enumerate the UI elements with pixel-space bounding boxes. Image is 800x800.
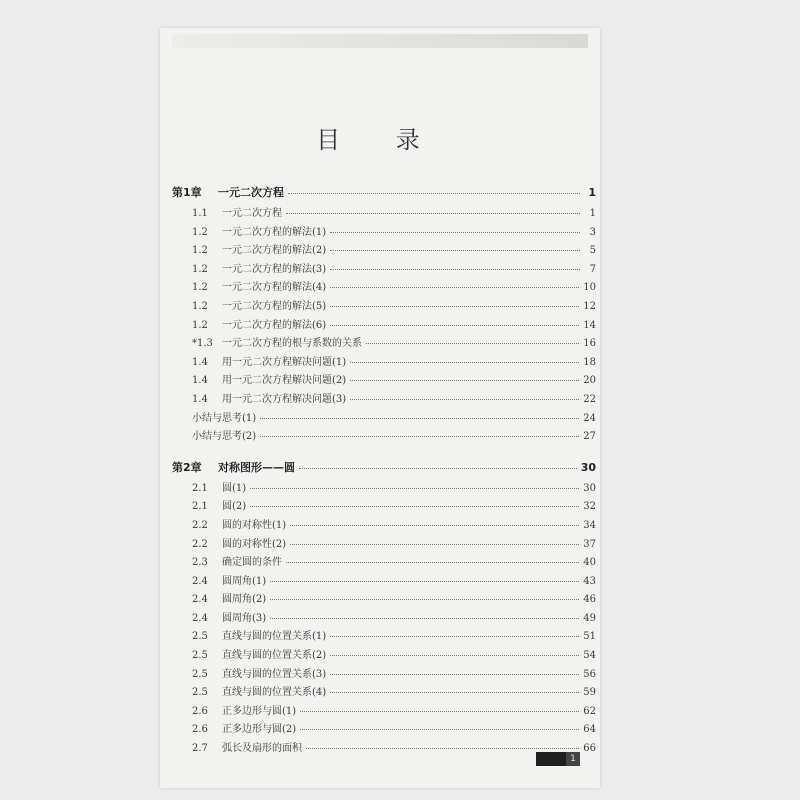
toc-entry-number: 2.2 <box>192 519 208 531</box>
toc-entry-row[interactable] <box>172 651 596 670</box>
toc-leader-dots <box>286 213 580 214</box>
toc-page-number: 46 <box>583 594 596 606</box>
toc-leader-dots <box>290 525 579 526</box>
toc-entry-row[interactable] <box>172 246 596 265</box>
toc-entry-number: 2.6 <box>192 705 208 717</box>
toc-entry-row[interactable] <box>172 283 596 302</box>
toc-entry-number: 2.4 <box>192 575 208 587</box>
toc-entry-title: 直线与圆的位置关系(2) <box>222 650 327 662</box>
toc-page-number: 37 <box>583 538 596 550</box>
toc-entry-number: 2.2 <box>192 538 208 550</box>
toc-entry-title: 一元二次方程的解法(6) <box>222 319 327 331</box>
toc-entry-number: 2.5 <box>192 631 208 643</box>
toc-entry-row[interactable] <box>172 358 596 377</box>
toc-entry-number: 2.1 <box>192 482 208 494</box>
toc-leader-dots <box>290 544 579 545</box>
toc-leader-dots <box>250 488 579 489</box>
toc-leader-dots <box>330 287 579 288</box>
toc-leader-dots <box>350 380 579 381</box>
toc-entry-row[interactable] <box>172 632 596 651</box>
toc-page-number: 1 <box>589 208 596 219</box>
toc-leader-dots <box>330 692 579 693</box>
toc-entry-row[interactable] <box>172 725 596 744</box>
toc-summary-row[interactable] <box>172 432 596 451</box>
toc-page-number: 40 <box>583 557 596 569</box>
toc-entry-row[interactable] <box>172 688 596 707</box>
toc-entry-row[interactable] <box>172 540 596 559</box>
toc-entry-row[interactable] <box>172 302 596 321</box>
toc-page-number: 49 <box>583 612 596 624</box>
toc-leader-dots <box>330 250 580 251</box>
toc-entry-title: 用一元二次方程解决问题(3) <box>222 393 347 405</box>
toc-entry-title: 一元二次方程 <box>218 186 284 199</box>
toc-page-number: 43 <box>583 575 596 587</box>
toc-page-number: 12 <box>583 300 596 312</box>
toc-entry-title: 小结与思考(1) <box>192 412 257 424</box>
toc-entry-row[interactable] <box>172 614 596 633</box>
folio-bar <box>536 752 566 766</box>
toc-entry-number: 2.5 <box>192 668 208 680</box>
toc-entry-row[interactable] <box>172 376 596 395</box>
toc-entry-title: 一元二次方程的解法(3) <box>222 263 327 275</box>
toc-entry-title: 对称图形——圆 <box>218 460 295 474</box>
toc-entry-number: 1.4 <box>192 393 208 405</box>
toc-entry-number: 1.4 <box>192 375 208 387</box>
toc-entry-number: *1.3 <box>192 338 213 350</box>
toc-page-number: 66 <box>583 743 596 755</box>
toc-page-number: 62 <box>583 705 596 717</box>
toc-page-number: 30 <box>583 482 596 494</box>
toc-entry-row[interactable] <box>172 484 596 503</box>
folio-number: 1 <box>566 752 580 766</box>
toc-entry-title: 一元二次方程的解法(2) <box>222 245 327 257</box>
toc-chapter-row[interactable] <box>172 460 596 484</box>
toc-entry-row[interactable] <box>172 265 596 284</box>
toc-leader-dots <box>300 729 579 730</box>
toc-page-number: 5 <box>589 245 596 257</box>
toc-leader-dots <box>286 562 579 563</box>
toc-entry-row[interactable] <box>172 502 596 521</box>
toc-leader-dots <box>350 362 579 363</box>
toc-entry-row[interactable] <box>172 321 596 340</box>
toc-entry-row[interactable] <box>172 670 596 689</box>
toc-leader-dots <box>299 468 577 469</box>
toc-page-number: 20 <box>583 375 596 387</box>
page-title: 目 录 <box>316 126 444 154</box>
toc-page-number: 14 <box>583 319 596 331</box>
toc-entry-number: 2.1 <box>192 501 208 513</box>
toc-entry-row[interactable] <box>172 209 596 228</box>
toc-entry-title: 圆周角(2) <box>222 594 267 606</box>
toc-page-number: 64 <box>583 724 596 736</box>
toc-entry-number: 1.4 <box>192 356 208 368</box>
toc-entry-number: 1.2 <box>192 282 208 294</box>
toc-entry-number: 2.3 <box>192 557 208 569</box>
toc-entry-number: 1.2 <box>192 245 208 257</box>
toc-entry-row[interactable] <box>172 395 596 414</box>
toc-leader-dots <box>366 343 579 344</box>
toc-chapter-row[interactable] <box>172 188 596 209</box>
toc-page-number: 24 <box>583 412 596 424</box>
toc-leader-dots <box>306 748 579 749</box>
toc-page-number: 59 <box>583 687 596 699</box>
toc-leader-dots <box>330 636 579 637</box>
toc-summary-row[interactable] <box>172 414 596 433</box>
toc-page-number: 18 <box>583 356 596 368</box>
toc-entry-title: 用一元二次方程解决问题(1) <box>222 356 347 368</box>
folio-marker <box>536 752 580 766</box>
toc-page-number: 10 <box>583 282 596 294</box>
book-page <box>160 28 600 788</box>
toc-page-number: 22 <box>583 393 596 405</box>
toc-entry-title: 圆(2) <box>222 501 247 513</box>
toc-entry-title: 一元二次方程 <box>222 208 282 219</box>
toc-page-number: 7 <box>589 263 596 275</box>
toc-leader-dots <box>270 618 579 619</box>
toc-page-number: 51 <box>583 631 596 643</box>
toc-entry-number: 第2章 <box>172 460 202 474</box>
toc-entry-title: 一元二次方程的根与系数的关系 <box>222 338 362 350</box>
toc-entry-row[interactable] <box>172 707 596 726</box>
toc-entry-title: 一元二次方程的解法(1) <box>222 226 327 238</box>
toc-leader-dots <box>330 269 580 270</box>
toc-entry-number: 第1章 <box>172 186 202 199</box>
toc-page-number: 34 <box>583 519 596 531</box>
toc-entry-title: 圆的对称性(2) <box>222 538 287 550</box>
toc-leader-dots <box>330 674 579 675</box>
toc-entry-title: 圆周角(1) <box>222 575 267 587</box>
toc-entry-title: 正多边形与圆(2) <box>222 724 297 736</box>
toc-leader-dots <box>350 399 579 400</box>
toc-entry-row[interactable] <box>172 577 596 596</box>
toc-page-number: 32 <box>583 501 596 513</box>
toc-entry-title: 圆的对称性(1) <box>222 519 287 531</box>
running-header-band <box>172 34 588 48</box>
toc-page-number: 16 <box>583 338 596 350</box>
toc-entry-title: 直线与圆的位置关系(1) <box>222 631 327 643</box>
toc-entry-title: 确定圆的条件 <box>222 557 282 569</box>
toc-page-number: 27 <box>583 431 596 443</box>
toc-entry-number: 1.2 <box>192 226 208 238</box>
toc-entry-number: 2.4 <box>192 612 208 624</box>
toc-page-number: 54 <box>583 650 596 662</box>
toc-entry-number: 1.2 <box>192 263 208 275</box>
toc-entry-number: 2.6 <box>192 724 208 736</box>
toc-entry-row[interactable] <box>172 558 596 577</box>
toc-leader-dots <box>260 418 579 419</box>
toc-entry-title: 圆(1) <box>222 482 247 494</box>
toc-leader-dots <box>330 325 579 326</box>
toc-entry-title: 圆周角(3) <box>222 612 267 624</box>
toc-entry-row[interactable] <box>172 339 596 358</box>
toc-entry-row[interactable] <box>172 595 596 614</box>
toc-entry-number: 1.1 <box>192 208 208 219</box>
toc-leader-dots <box>330 306 579 307</box>
toc-entry-title: 弧长及扇形的面积 <box>222 743 302 755</box>
toc-entry-title: 正多边形与圆(1) <box>222 705 297 717</box>
toc-page-number: 30 <box>580 460 596 474</box>
toc-leader-dots <box>330 232 580 233</box>
toc-entry-title: 直线与圆的位置关系(4) <box>222 687 327 699</box>
toc-entry-number: 2.4 <box>192 594 208 606</box>
toc-entry-title: 一元二次方程的解法(5) <box>222 300 327 312</box>
toc-entry-title: 直线与圆的位置关系(3) <box>222 668 327 680</box>
toc-leader-dots <box>250 506 579 507</box>
toc-entry-title: 小结与思考(2) <box>192 431 257 443</box>
toc-leader-dots <box>270 599 579 600</box>
toc-leader-dots <box>270 581 579 582</box>
toc-entry-title: 用一元二次方程解决问题(2) <box>222 375 347 387</box>
toc-page-number: 1 <box>588 186 596 199</box>
toc-entry-row[interactable] <box>172 521 596 540</box>
toc-page-number: 3 <box>589 226 596 238</box>
toc-leader-dots <box>288 193 580 194</box>
toc-entry-row[interactable] <box>172 228 596 247</box>
toc-leader-dots <box>330 655 579 656</box>
toc-entry-number: 1.2 <box>192 300 208 312</box>
toc-leader-dots <box>260 436 579 437</box>
toc-entry-number: 1.2 <box>192 319 208 331</box>
toc-entry-number: 2.5 <box>192 650 208 662</box>
toc-entry-number: 2.5 <box>192 687 208 699</box>
toc-page-number: 56 <box>583 668 596 680</box>
toc-entry-row[interactable] <box>172 744 596 763</box>
table-of-contents <box>172 188 596 763</box>
toc-entry-title: 一元二次方程的解法(4) <box>222 282 327 294</box>
toc-entry-number: 2.7 <box>192 743 208 755</box>
toc-leader-dots <box>300 711 579 712</box>
